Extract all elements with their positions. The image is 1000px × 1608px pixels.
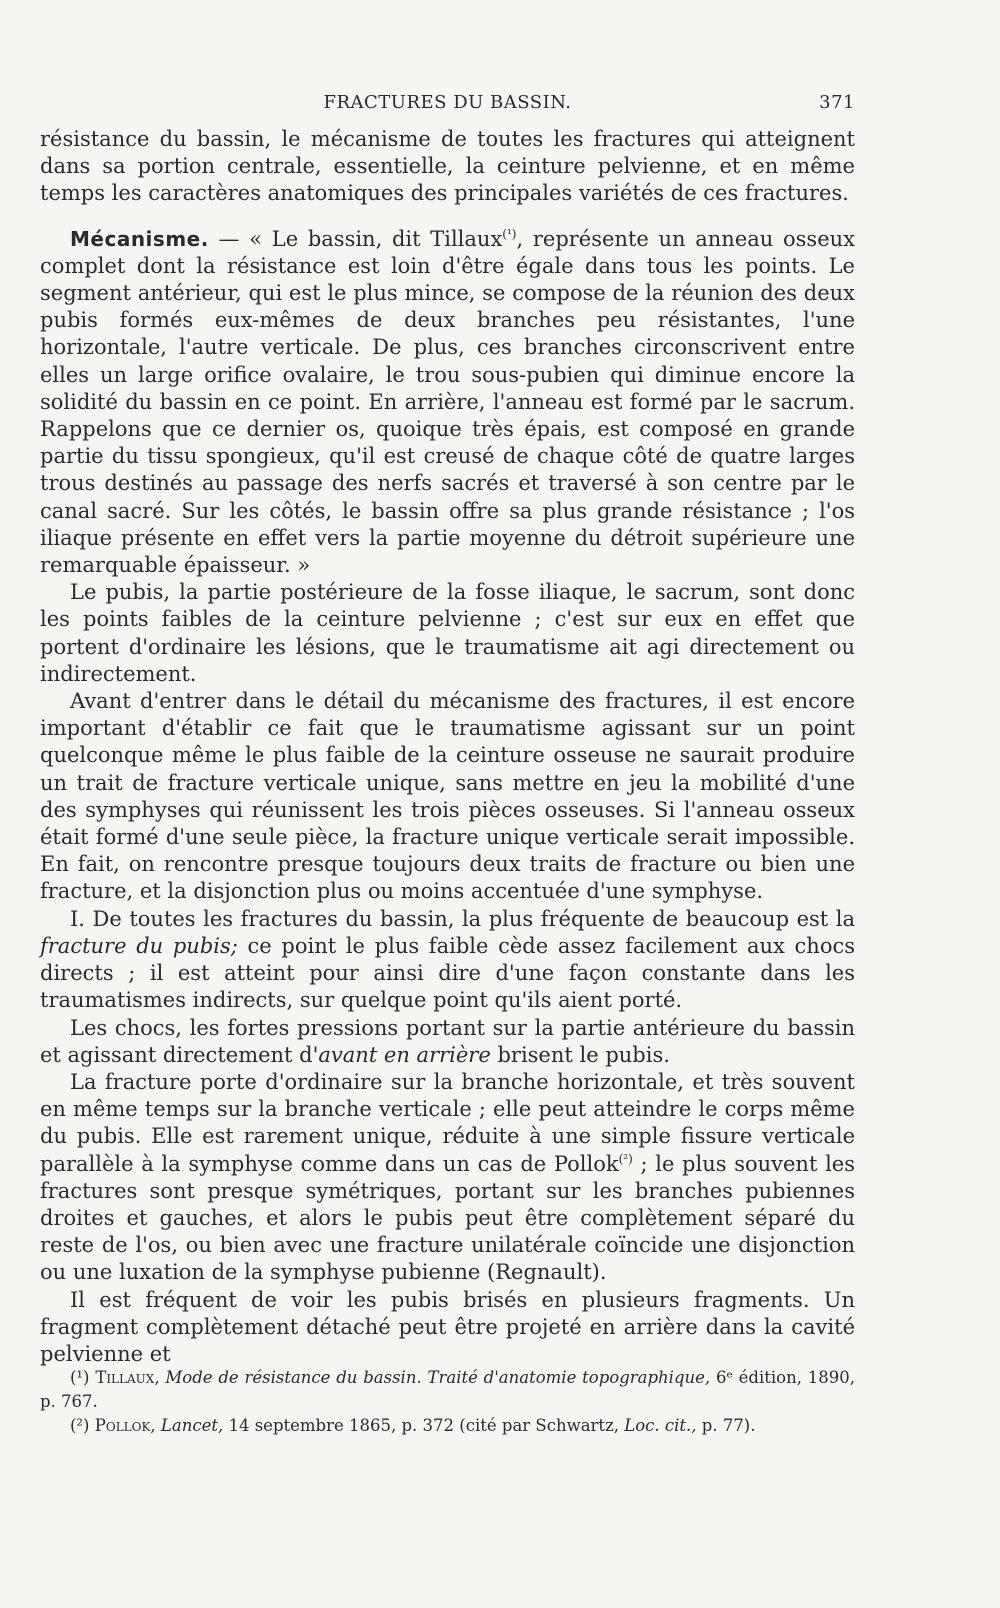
footnote-2-author: Pollok, <box>94 1416 156 1435</box>
footnote-1 <box>40 1366 855 1414</box>
section-heading: Mécanisme. <box>70 226 209 251</box>
footnote-2-end: p. 77). <box>696 1416 756 1435</box>
paragraph-8: Il est fréquent de voir les pubis brisés en plusieurs fragments. Un fragment complètement détaché peut être projeté en arrière dans la cavité pelvienne et <box>40 1287 855 1366</box>
paragraph-4: Avant d'entrer dans le détail du mécanisme des fractures, il est encore important d'établir ce fait que le traumatisme agissant sur un point quelconque même le plus faible de la ceinture osseuse ne saurait produire un trait de fracture verticale unique, sans mettre en jeu la mobilité d'une des symphyses qui réunissent les trois pièces osseuses. Si l'anneau osseux était formé d'une seule pièce, la fracture unique verticale serait impossible. En fait, on rencontre presque toujours deux traits de fracture ou bien une fracture, et la disjonction plus ou moins accentuée d'une symphyse. <box>40 689 855 904</box>
footnote-2-mid: 14 septembre 1865, p. 372 (cité par Schwartz, <box>223 1416 625 1435</box>
footnote-2-marker: (²) <box>70 1416 90 1435</box>
footnote-1-rest: 6ᵉ édition, 1890, p. 767. <box>40 1368 855 1411</box>
paragraph-6 <box>40 1015 855 1069</box>
footnote-ref-2: (²) <box>618 1151 633 1166</box>
page-number: 371 <box>819 92 855 113</box>
paragraph-5-text-b: ce point le plus faible cède assez facilement aux chocs directs ; il est atteint pour ainsi dire d'une façon constante dans les traumatismes indirects, sur quelque point qu'ils aient porté. <box>40 933 856 1013</box>
running-title: FRACTURES DU BASSIN. <box>323 92 572 113</box>
paragraph-mecanisme-text-a: — « Le bassin, dit Tillaux <box>208 226 503 251</box>
footnote-1-author: Tillaux, <box>95 1368 160 1387</box>
paragraph-7 <box>40 1069 855 1287</box>
paragraph-6-text-b: brisent le pubis. <box>490 1042 670 1067</box>
paragraph-5-emphasis: fracture du pubis; <box>40 933 238 958</box>
running-header <box>40 92 855 120</box>
footnote-2-loc-cit: Loc. cit., <box>624 1416 697 1435</box>
paragraph-3: Le pubis, la partie postérieure de la fosse iliaque, le sacrum, sont donc les points faibles de la ceinture pelvienne ; c'est sur eux en effet que portent d'ordinaire les lésions, que le traumatisme ait agi directement ou indirectement. <box>40 580 855 686</box>
paragraph-mecanisme-text-b: , représente un anneau osseux complet dont la résistance est loin d'être égale dans tous les points. Le segment antérieur, qui est le plus mince, se compose de la réunion des deux pubis formés eux-mêmes de deux branches peu résistantes, l'une horizontale, l'autre verticale. De plus, ces branches circonscrivent entre elles un large orifice ovalaire, le trou sous-pubien qui diminue encore la solidité du bassin en ce point. En arrière, l'anneau est formé par le sacrum. Rappelons que ce dernier os, quoique très épais, est composé en grande partie du tissu spongieux, qu'il est creusé de chaque côté de quatre larges trous destinés au passage des nerfs sacrés et traversé à son centre par le canal sacré. Sur les côtés, le bassin offre sa plus grande résistance ; l'os iliaque présente en effet vers la partie moyenne du détroit supérieure une remarquable épaisseur. » <box>40 226 855 578</box>
footnote-1-title: Mode de résistance du bassin. Traité d'anatomie topographique, <box>159 1368 711 1387</box>
paragraph-7-text-b: ; le plus souvent les fractures sont presque symétriques, portant sur les branches pubiennes droites et gauches, et alors le pubis peut être complètement séparé du reste de l'os, ou bien avec une fracture unilatérale coïncide une disjonction ou une luxation de la symphyse pubienne (Regnault). <box>40 1151 855 1285</box>
footnote-2-journal: Lancet, <box>155 1416 224 1435</box>
paragraph-7-text-a: La fracture porte d'ordinaire sur la branche horizontale, et très souvent en même temps sur la branche verticale ; elle peut atteindre le corps même du pubis. Elle est rarement unique, réduite à une simple fissure verticale parallèle à la symphyse comme dans un cas de Pollok <box>40 1069 855 1176</box>
paragraph-5 <box>40 906 855 1015</box>
footnote-2 <box>40 1414 855 1438</box>
body-text <box>40 126 855 1368</box>
paragraph-6-emphasis: avant en arrière <box>318 1042 491 1067</box>
paragraph-5-text-a: I. De toutes les fractures du bassin, la plus fréquente de beaucoup est la <box>70 906 855 931</box>
footnotes <box>40 1366 855 1438</box>
footnote-ref-1: (¹) <box>502 226 517 241</box>
paragraph-6-text-a: Les chocs, les fortes pressions portant sur la partie antérieure du bassin et agissant directement d' <box>40 1015 855 1067</box>
paragraph-mecanisme <box>40 226 855 580</box>
paragraph-1: résistance du bassin, le mécanisme de toutes les fractures qui atteignent dans sa portion centrale, essentielle, la ceinture pelvienne, et en même temps les caractères anatomiques des principales variétés de ces fractures. <box>40 127 855 206</box>
footnote-1-marker: (¹) <box>70 1368 90 1387</box>
